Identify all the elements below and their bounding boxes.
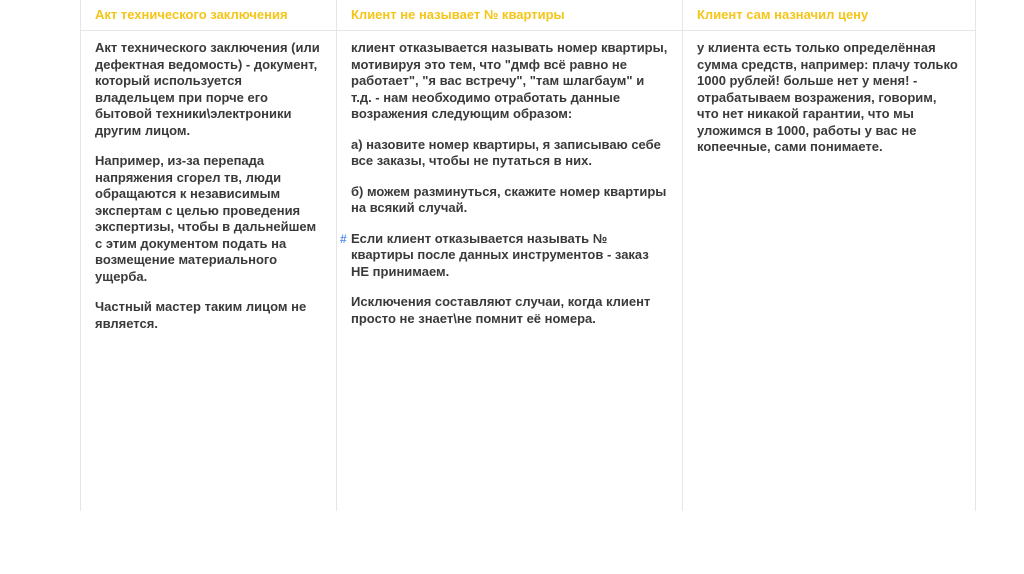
knowledge-table	[80, 0, 976, 511]
column-apartment-number	[337, 0, 683, 511]
paragraph: Акт технического заключения (или дефектная ведомость) - документ, который используется владельцем при порче его бытовой техники\электроники другим лицом.	[95, 40, 320, 138]
column-tech-report	[81, 0, 337, 511]
hash-anchor-icon[interactable]: #	[340, 231, 347, 246]
column-header: Клиент не называет № квартиры	[337, 0, 682, 31]
paragraph: а) назовите номер квартиры, я записываю себе все заказы, чтобы не путаться в них.	[351, 136, 661, 168]
paragraph: б) можем разминуться, скажите номер квартиры на всякий случай.	[351, 183, 667, 215]
paragraph: у клиента есть только определённая сумма средств, например: плачу только 1000 рублей! больше нет у меня! - отрабатываем возражения, говорим, что нет никакой гарантии, что мы уложимся в 1000, работы у вас не копеечные, сами понимаете.	[697, 40, 958, 154]
column-client-price	[683, 0, 975, 511]
column-header: Акт технического заключения	[81, 0, 336, 31]
column-body	[683, 31, 975, 156]
paragraph: Например, из-за перепада напряжения сгорел тв, люди обращаются к независимым экспертам с целью проведения экспертизы, чтобы в дальнейшем с этим документом подать на возмещение материального ущерба.	[95, 153, 317, 284]
column-header: Клиент сам назначил цену	[683, 0, 975, 31]
anchored-paragraph	[340, 230, 668, 281]
paragraph: Исключения составляют случаи, когда клиент просто не знает\не помнит её номера.	[351, 294, 651, 326]
paragraph: Частный мастер таким лицом не является.	[95, 299, 307, 331]
column-body	[337, 31, 682, 327]
paragraph: клиент отказывается называть номер квартиры, мотивируя это тем, что "дмф всё равно не работает", "я вас встречу", "там шлагбаум" и т.д. - нам необходимо отработать данные возражения следующим образом:	[351, 40, 668, 121]
paragraph: Если клиент отказывается называть № квартиры после данных инструментов - заказ НЕ принимаем.	[351, 230, 649, 279]
column-body	[81, 31, 336, 332]
